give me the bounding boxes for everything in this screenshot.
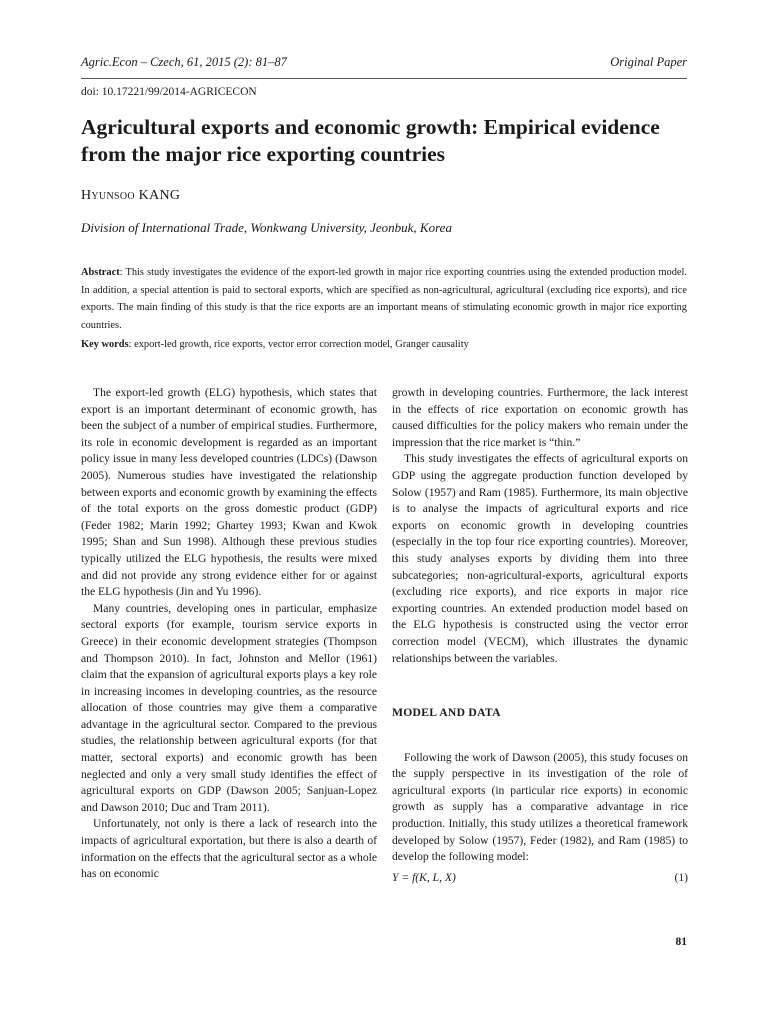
keywords-text: : export-led growth, rice exports, vector error correction model, Granger causality: [128, 339, 469, 350]
body-paragraph: Unfortunately, not only is there a lack of research into the impacts of agricultural exportation, but there is also a dearth of information on the effects that the agricultural sector as a whole has on economic: [81, 817, 377, 881]
journal-citation: Agric.Econ – Czech, 61, 2015 (2): 81–87: [81, 55, 287, 69]
body-column-right: [392, 385, 688, 888]
body-paragraph: This study investigates the effects of agricultural exports on GDP using the aggregate production function developed by Solow (1957) and Ram (1985). Furthermore, its main objective is to analyse the impacts of agricultural exports and rice exports on economic growth in developing countries (especially in the top four rice exporting countries). Moreover, this study analyses exports by dividing them into three subcategories; non-agricultural-exports, agricultural exports (excluding rice exports), and rice exports in major rice exporting countries. An extended production model based on the ELG hypothesis is constructed using the vector error correction model (VECM), which illustrates the dynamic relationships between the variables.: [392, 452, 688, 665]
body-paragraph-continued: growth in developing countries. Furthermore, the lack interest in the effects of rice exportation on economic growth has caused difficulties for the policy makers who remain under the impression that the rice market is “thin.”: [392, 386, 688, 449]
body-column-left: [81, 385, 377, 883]
equation-number: (1): [674, 870, 688, 884]
keywords-label: Key words: [81, 339, 129, 350]
running-header: [81, 55, 687, 75]
body-paragraph: Following the work of Dawson (2005), this study focuses on the supply perspective in its investigation of the role of agricultural exports (in particular rice exports) in economic growth as supply has a comparative advantage in rice production. Initially, this study utilizes a theoretical framework developed by Solow (1957), Feder (1982), and Ram (1985) to develop the following model:: [392, 750, 688, 864]
paper-title: Agricultural exports and economic growth: Empirical evidence from the major rice exporting countries: [81, 115, 660, 166]
abstract: [81, 264, 687, 334]
abstract-text: : This study investigates the evidence of the export-led growth in major rice exporting countries using the extended production model. In addition, a special attention is paid to sectoral exports, which are specified as non-agricultural, agricultural (excluding rice exports), and rice exports. The main finding of this study is that the rice exports are an important means of stimulating economic growth in major rice exporting countries.: [81, 267, 687, 331]
author-text: Hyunsoo KANG: [81, 188, 181, 203]
body-paragraph: Many countries, developing ones in particular, emphasize sectoral exports (for example, tourism service exports in Greece) in their economic development strategies (Thompson and Thompson 2010). In fact, Johnston and Mellor (1961) claim that the expansion of agricultural exports plays a key role in increasing incomes in developing countries, as the resource allocation of those countries may give them a comparative advantage in the agricultural sector. Compared to the previous studies, the relationship between agricultural exports (for that matter, sectoral exports) and economic growth has been neglected and only a very small study identifies the effect of agricultural exports on GDP (Dawson 2005; Sanjuan-Lopez and Dawson 2010; Duc and Tram 2011).: [81, 601, 377, 814]
header-rule: [81, 78, 687, 79]
section-heading: MODEL AND DATA: [392, 706, 501, 720]
abstract-label: Abstract: [81, 267, 120, 278]
author-affiliation: Division of International Trade, Wonkwang University, Jeonbuk, Korea: [81, 220, 452, 235]
equation-formula: Y = f(K, L, X): [392, 870, 456, 884]
paper-type: Original Paper: [610, 55, 687, 69]
doi[interactable]: doi: 10.17221/99/2014-AGRICECON: [81, 86, 257, 98]
equation: [392, 870, 688, 888]
author-name: [81, 188, 180, 204]
body-paragraph: The export-led growth (ELG) hypothesis, which states that export is an important determinant of economic growth, has been the subject of a number of empirical studies. Furthermore, its role in economic development is regarded as an important policy issue in many less developed countries (LDCs) (Dawson 2005). Numerous studies have investigated the relationship between exports and economic growth by examining the effects of the total exports on the gross domestic product (GDP) (Feder 1982; Marin 1992; Ghartey 1993; Kwan and Kwok 1995; Shan and Sun 1998). Although these previous studies typically utilized the ELG hypothesis, the results were mixed and did not provide any strong evidence either for or against the ELG hypothesis (Jin and Yu 1996).: [81, 386, 377, 599]
page-number: 81: [675, 936, 687, 948]
keywords: [81, 339, 687, 350]
